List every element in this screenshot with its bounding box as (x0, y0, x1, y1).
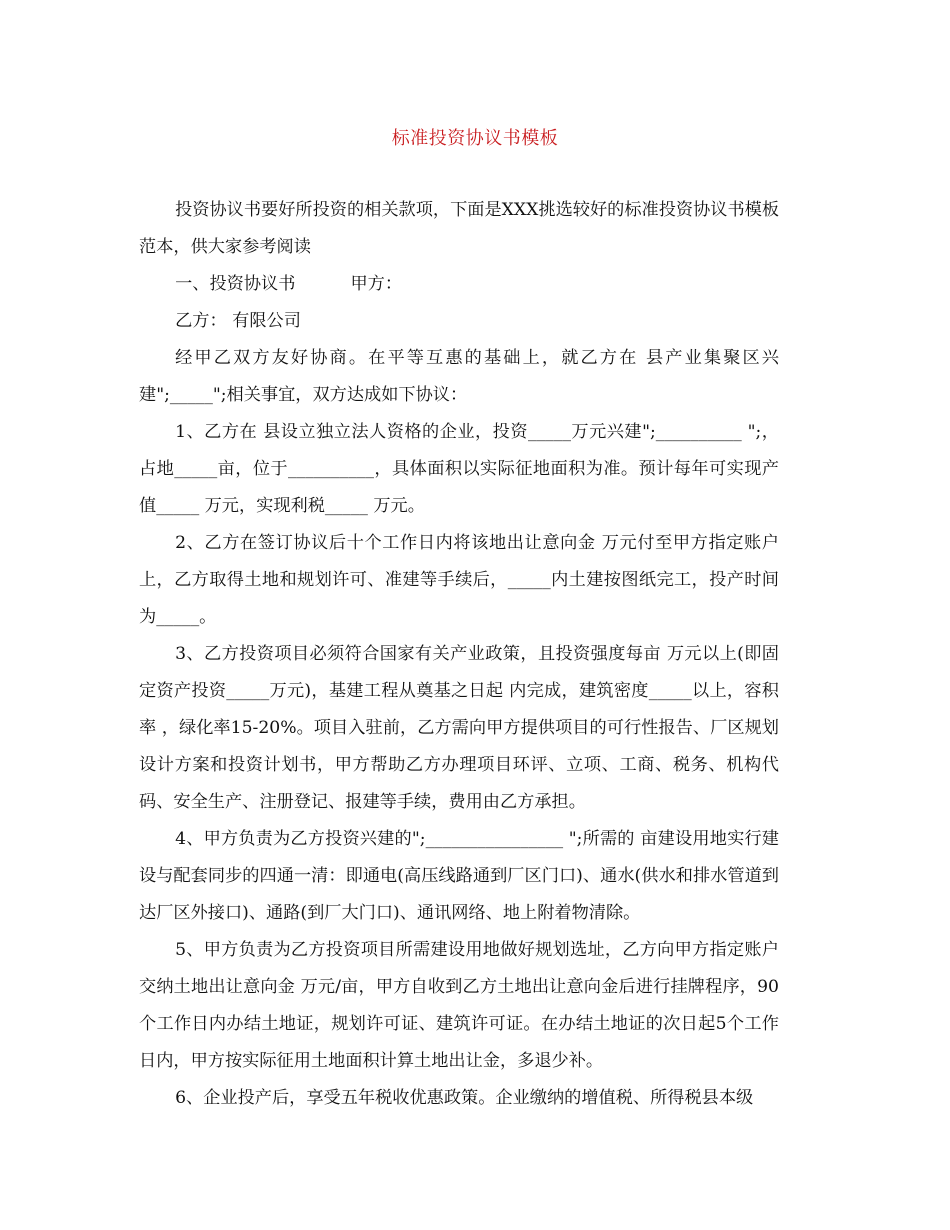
section-heading-paragraph (139, 266, 779, 303)
clause-1: 1、乙方在 县设立独立法人资格的企业，投资_____万元兴建";__________ ";，占地_____亩，位于__________，具体面积以实际征地面积为准。预计每年可实现产值_____ 万元，实现利税_____ 万元。 (139, 422, 779, 516)
section-heading: 一、投资协议书 (175, 274, 296, 294)
party-b-paragraph: 乙方： 有限公司 (175, 311, 301, 331)
intro-paragraph: 投资协议书要好所投资的相关款项，下面是XXX挑选较好的标准投资协议书模板范本，供大家参考阅读 (139, 200, 780, 257)
clause-4: 4、甲方负责为乙方投资兴建的";________________ ";所需的 亩建设用地实行建设与配套同步的四通一清：即通电(高压线路通到厂区门口)、通水(供水和排水管道到达厂区外接口)、通路(到厂大门口)、通讯网络、地上附着物清除。 (139, 829, 779, 923)
preamble-paragraph: 经甲乙双方友好协商。在平等互惠的基础上，就乙方在 县产业集聚区兴建";_____";相关事宜，双方达成如下协议： (139, 348, 779, 405)
clause-3: 3、乙方投资项目必须符合国家有关产业政策，且投资强度每亩 万元以上(即固定资产投资_____万元)，基建工程从奠基之日起 内完成，建筑密度_____以上，容积率 ，绿化率15-20%。项目入驻前，乙方需向甲方提供项目的可行性报告、厂区规划设计方案和投资计划书，甲方帮助乙方办理项目环评、立项、工商、税务、机构代码、安全生产、注册登记、报建等手续，费用由乙方承担。 (139, 644, 779, 812)
document-body (139, 192, 779, 1117)
document-title: 标准投资协议书模板 (391, 128, 559, 149)
clause-2: 2、乙方在签订协议后十个工作日内将该地出让意向金 万元付至甲方指定账户上，乙方取得土地和规划许可、准建等手续后，_____内土建按图纸完工，投产时间为_____。 (139, 533, 779, 627)
party-a-label: 甲方： (350, 274, 403, 294)
clause-6: 6、企业投产后，享受五年税收优惠政策。企业缴纳的增值税、所得税县本级 (175, 1088, 754, 1108)
clause-5: 5、甲方负责为乙方投资项目所需建设用地做好规划选址，乙方向甲方指定账户交纳土地出让意向金 万元/亩，甲方自收到乙方土地出让意向金后进行挂牌程序，90个工作日内办结土地证，规划许可证、建筑许可证。在办结土地证的次日起5个工作日内，甲方按实际征用土地面积计算土地出让金，多退少补。 (139, 940, 779, 1071)
